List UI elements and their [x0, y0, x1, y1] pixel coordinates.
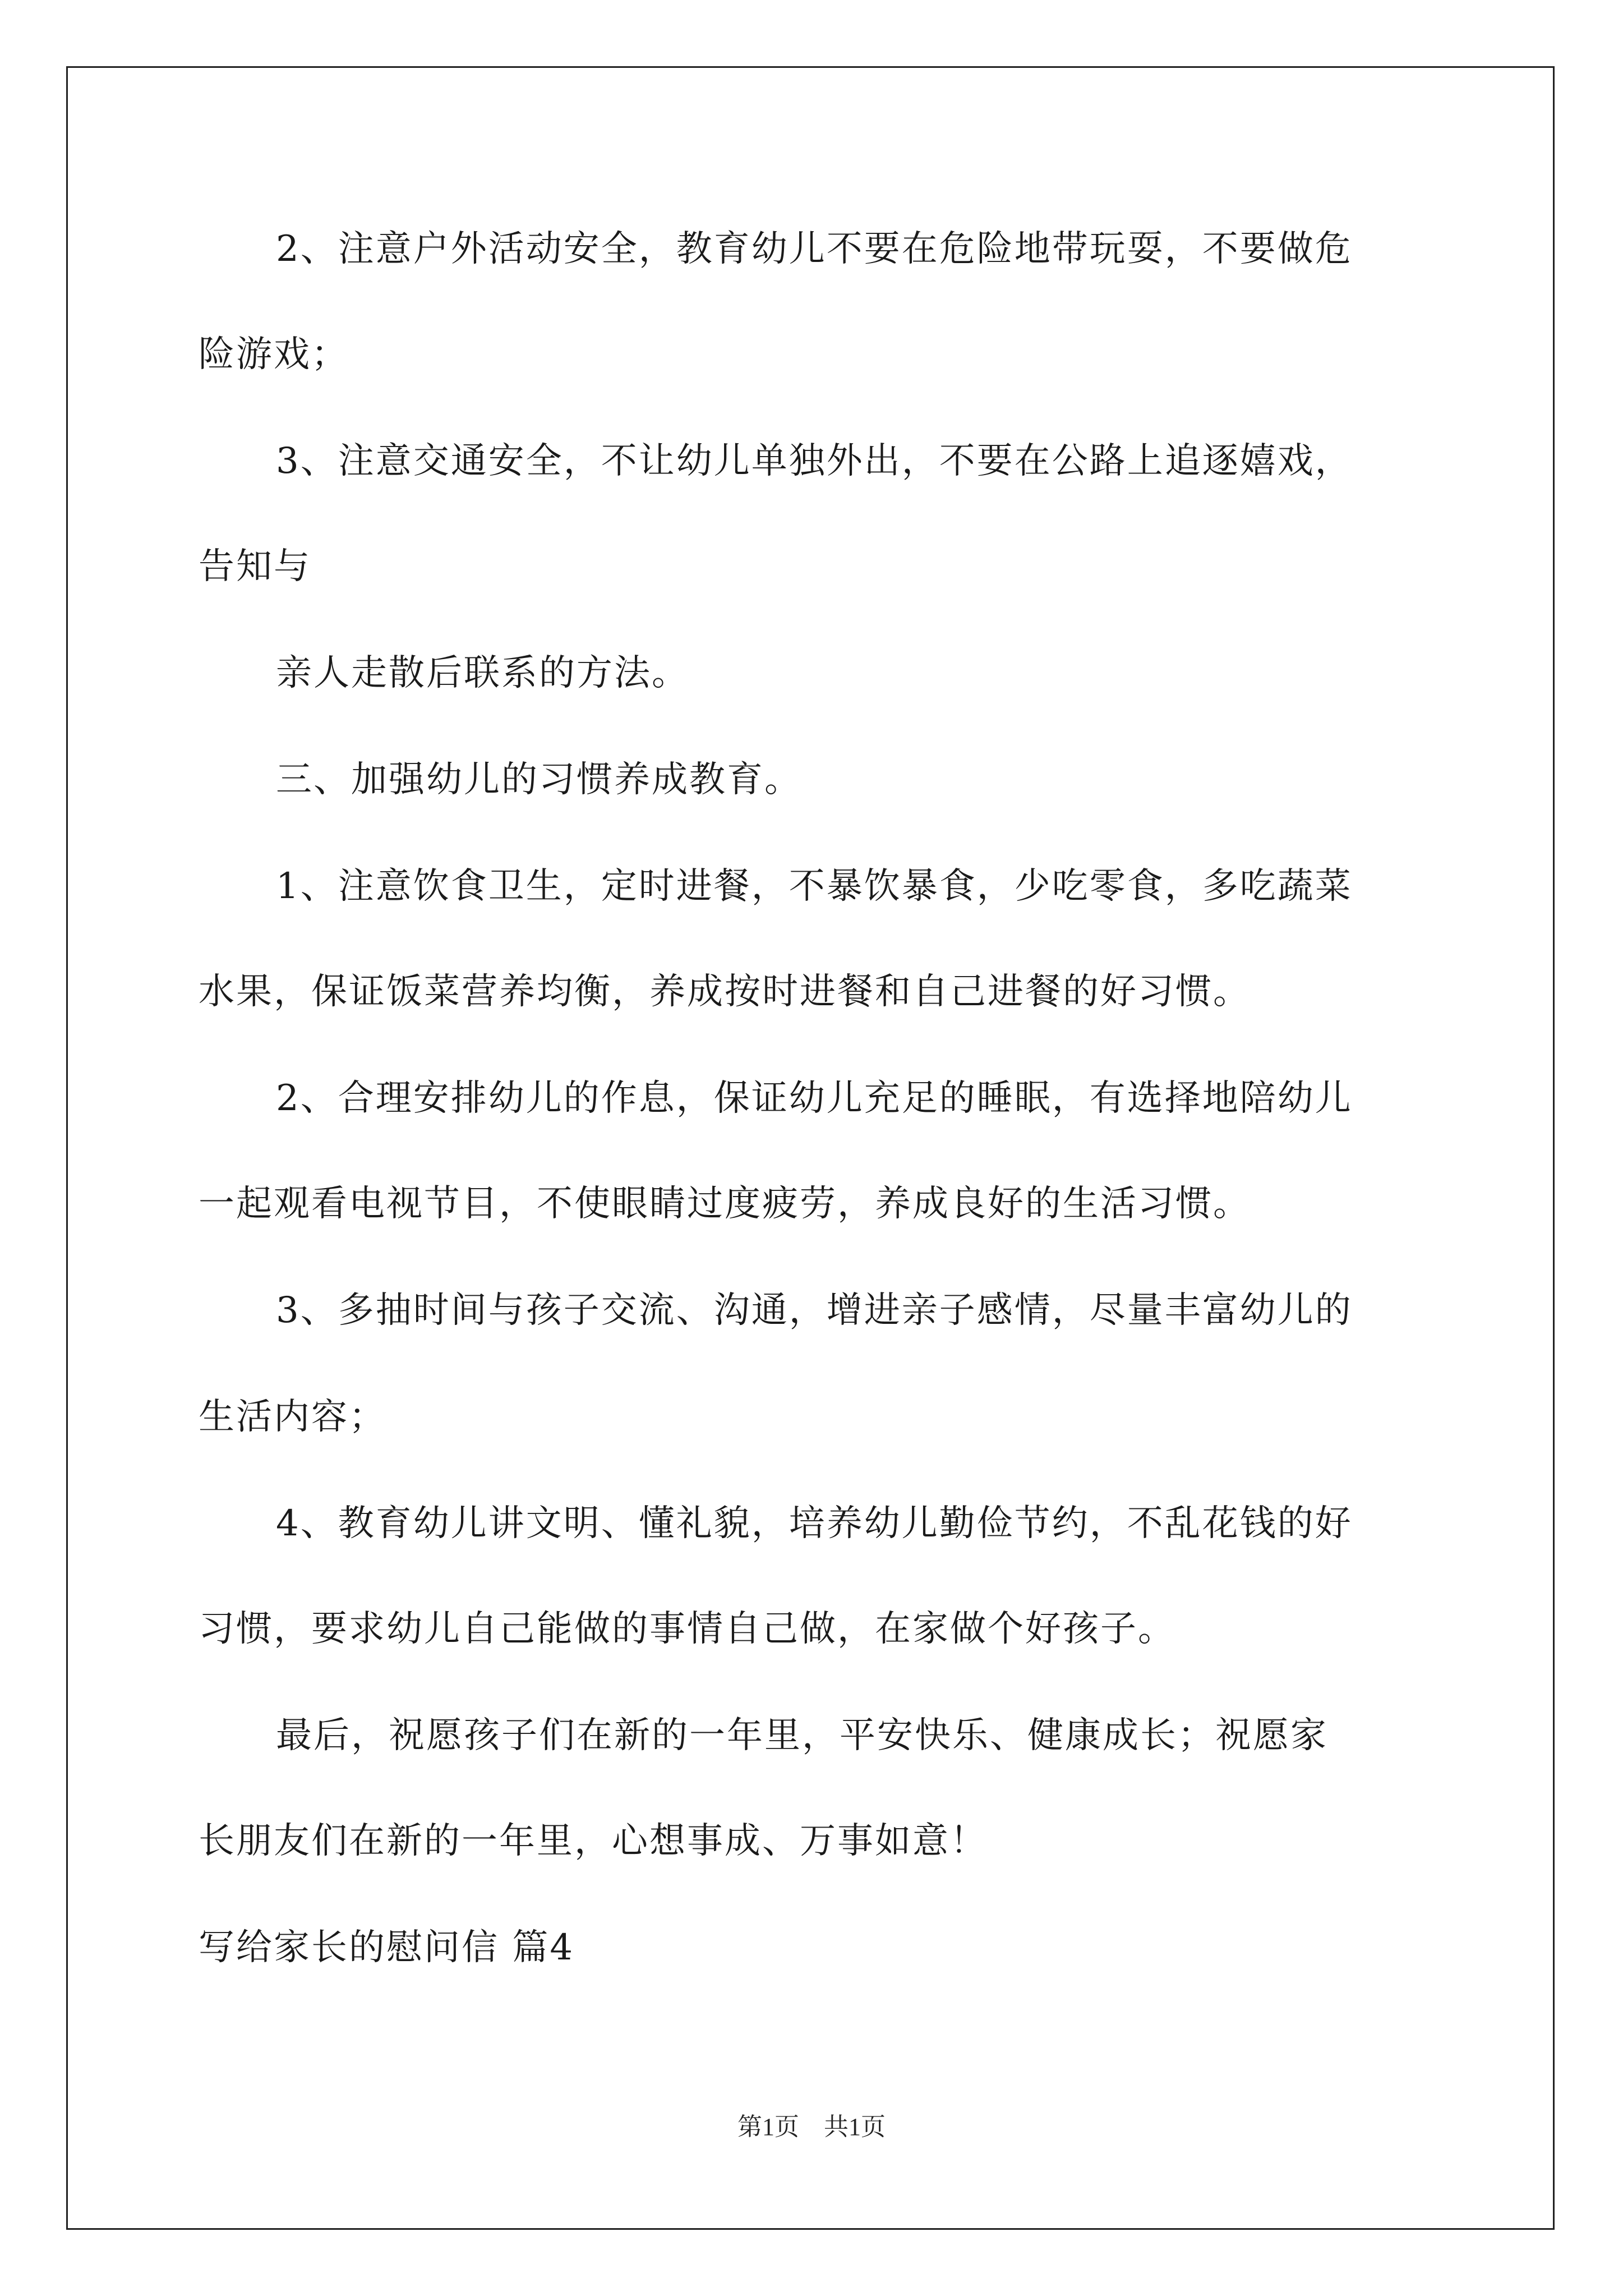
text-line: 一起观看电视节目，不使眼睛过度疲劳，养成良好的生活习惯。 — [199, 1183, 1251, 1225]
text-line: 3、注意交通安全，不让幼儿单独外出，不要在公路上追逐嬉戏， — [276, 440, 1353, 482]
page-number-footer: 第1页 共1页 — [737, 2113, 886, 2141]
text-line: 生活内容； — [199, 1396, 386, 1438]
text-line: 最后，祝愿孩子们在新的一年里，平安快乐、健康成长；祝愿家 — [276, 1715, 1328, 1756]
page-border — [66, 66, 1555, 2230]
text-line: 1、注意饮食卫生，定时进餐，不暴饮暴食，少吃零食，多吃蔬菜 — [276, 866, 1353, 907]
text-line: 水果，保证饭菜营养均衡，养成按时进餐和自己进餐的好习惯。 — [199, 971, 1251, 1013]
text-line: 2、注意户外活动安全，教育幼儿不要在危险地带玩耍，不要做危 — [276, 228, 1353, 270]
text-line: 长朋友们在新的一年里，心想事成、万事如意！ — [199, 1820, 988, 1862]
section-heading: 三、加强幼儿的习惯养成教育。 — [276, 759, 802, 800]
text-line: 2、合理安排幼儿的作息，保证幼儿充足的睡眠，有选择地陪幼儿 — [276, 1078, 1353, 1119]
text-line: 险游戏； — [199, 334, 349, 375]
text-line: 习惯，要求幼儿自己能做的事情自己做，在家做个好孩子。 — [199, 1608, 1175, 1650]
text-line: 4、教育幼儿讲文明、懂礼貌，培养幼儿勤俭节约，不乱花钱的好 — [276, 1503, 1353, 1544]
article-title: 写给家长的慰问信 篇4 — [199, 1927, 575, 1968]
text-line: 告知与 — [199, 546, 311, 587]
text-line: 亲人走散后联系的方法。 — [276, 652, 689, 694]
text-line: 3、多抽时间与孩子交流、沟通，增进亲子感情，尽量丰富幼儿的 — [276, 1290, 1353, 1331]
